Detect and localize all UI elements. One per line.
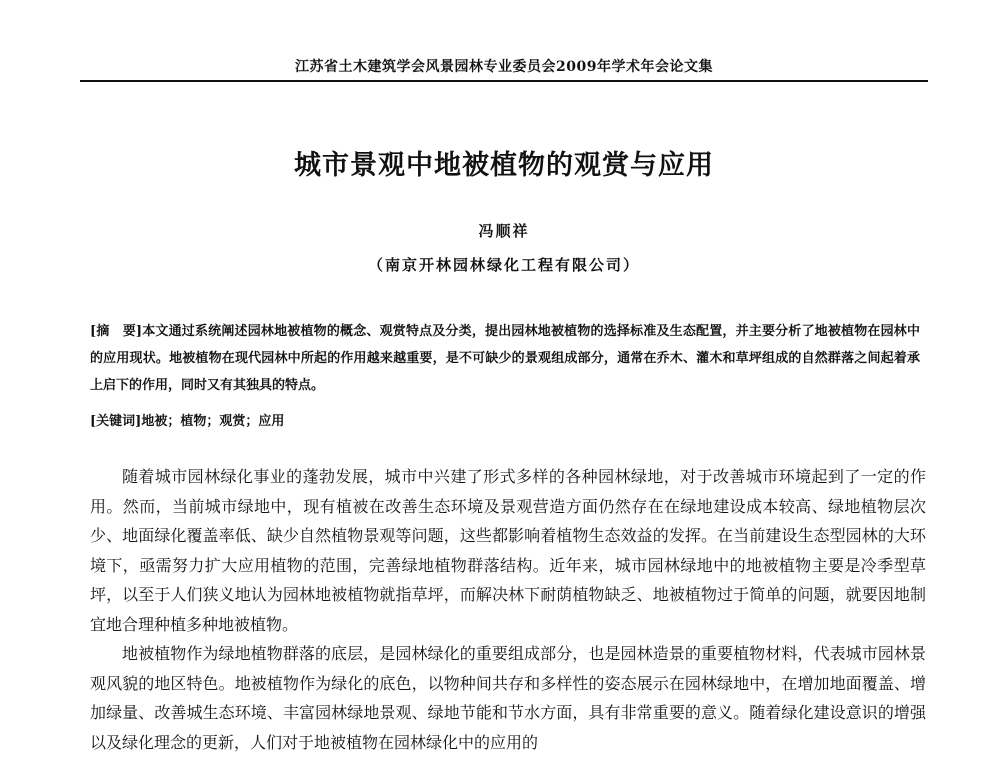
body-paragraph: 地被植物作为绿地植物群落的底层，是园林绿化的重要组成部分，也是园林造景的重要植物材料，代表城市园林景观风貌的地区特色。地被植物作为绿化的底色，以物种间共存和多样性的姿态展示在园林绿地中，在增加地面覆盖、增加绿量、改善城生态环境、丰富园林绿地景观、绿地节能和节水方面，具有非常重要的意义。随着绿化建设意识的增强以及绿化理念的更新，人们对于地被植物在园林绿化中的应用的 bbox=[90, 644, 926, 752]
keywords-label: [关键词] bbox=[90, 414, 142, 429]
keywords-text: 地被；植物；观赏；应用 bbox=[141, 414, 285, 429]
author-affiliation: （南京开林园林绿化工程有限公司） bbox=[367, 256, 640, 274]
running-header: 江苏省土木建筑学会风景园林专业委员会2009年学术年会论文集 bbox=[295, 59, 713, 75]
body-text bbox=[90, 462, 926, 757]
keywords bbox=[90, 408, 920, 435]
abstract-text: 本文通过系统阐述园林地被植物的概念、观赏特点及分类，提出园林地被植物的选择标准及生态配置，并主要分析了地被植物在园林中的应用现状。地被植物在现代园林中所起的作用越来越重要，是不可缺少的景观组成部分，通常在乔木、灌木和草坪组成的自然群落之间起着承上启下的作用，同时又有其独具的特点。 bbox=[90, 324, 920, 393]
abstract bbox=[90, 318, 920, 399]
paper-title: 城市景观中地被植物的观赏与应用 bbox=[294, 150, 714, 181]
abstract-label: [摘 要] bbox=[90, 324, 143, 339]
body-paragraph: 随着城市园林绿化事业的蓬勃发展，城市中兴建了形式多样的各种园林绿地，对于改善城市环境起到了一定的作用。然而，当前城市绿地中，现有植被在改善生态环境及景观营造方面仍然存在在绿地建设成本较高、绿地植物层次少、地面绿化覆盖率低、缺少自然植物景观等问题，这些都影响着植物生态效益的发挥。在当前建设生态型园林的大环境下，亟需努力扩大应用植物的范围，完善绿地植物群落结构。近年来，城市园林绿地中的地被植物主要是冷季型草坪，以至于人们狭义地认为园林地被植物就指草坪，而解决林下耐荫植物缺乏、地被植物过于简单的问题，就要因地制宜地合理种植多种地被植物。 bbox=[90, 467, 926, 634]
author-name: 冯顺祥 bbox=[478, 222, 530, 240]
header-rule bbox=[80, 80, 928, 82]
